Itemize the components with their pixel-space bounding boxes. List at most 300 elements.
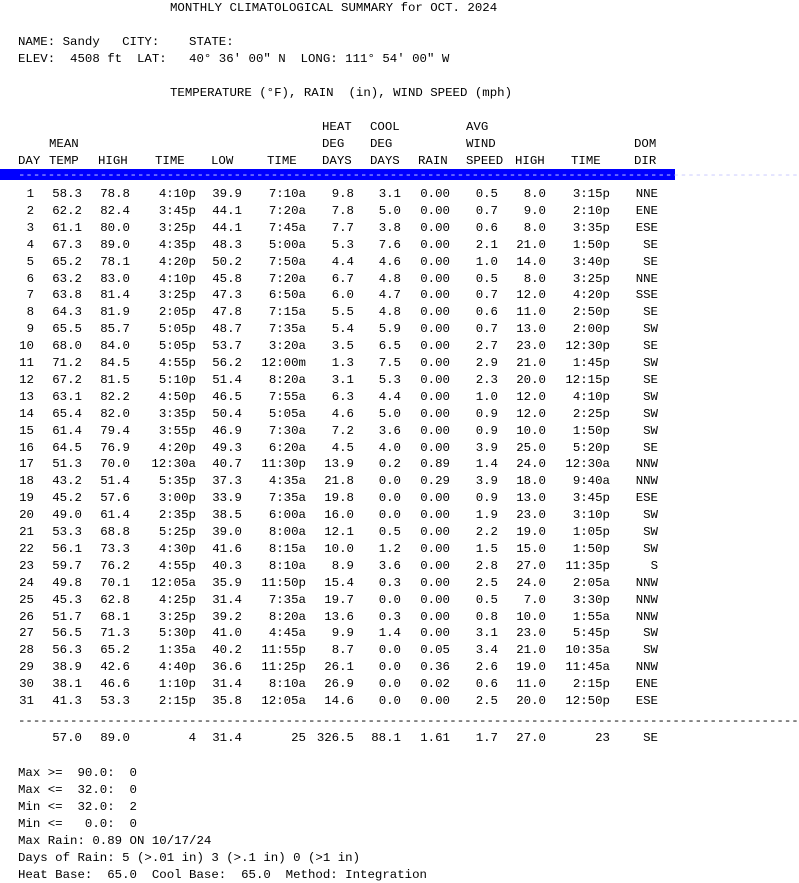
table-cell: 82.0 (100, 406, 130, 421)
table-cell: 81.9 (100, 305, 130, 320)
table-cell: 1:05p (572, 525, 610, 539)
table-cell: 12.0 (516, 389, 546, 404)
table-cell: 46.5 (212, 389, 242, 404)
table-cell: 73.3 (100, 541, 130, 556)
table-cell: 4:50p (158, 389, 196, 404)
table-cell: 7.6 (378, 237, 401, 252)
table-cell: 12.0 (516, 406, 546, 421)
table-cell: 0.9 (475, 423, 498, 438)
table-cell: 0.00 (420, 203, 450, 218)
table-cell: 3.5 (331, 339, 354, 354)
table-cell: 29 (19, 660, 34, 675)
table-cell: 59.7 (52, 558, 82, 573)
table-cell: 0.00 (420, 508, 450, 523)
table-cell: 0.0 (378, 660, 401, 675)
table-cell: 3.8 (378, 220, 401, 235)
table-cell: 61.4 (100, 508, 130, 523)
table-cell: 24.0 (516, 575, 546, 590)
table-cell: 1.4 (378, 626, 401, 641)
table-cell: 8.9 (331, 558, 354, 573)
table-cell: 4.4 (331, 254, 354, 269)
table-cell: ESE (635, 491, 658, 506)
table-cell: 41.0 (212, 626, 242, 641)
table-cell: 82.4 (100, 203, 130, 218)
table-cell: 5:05p (158, 322, 196, 337)
table-cell: 28 (19, 643, 34, 658)
table-cell: ENE (635, 677, 658, 692)
table-cell: 0.6 (475, 220, 498, 235)
summary-cell: 1.61 (420, 731, 450, 745)
table-cell: 7.7 (331, 220, 354, 235)
table-cell: 49.3 (212, 440, 242, 455)
table-cell: NNW (635, 660, 658, 675)
table-cell: 2:15p (158, 694, 196, 708)
table-cell: 49.0 (52, 508, 82, 523)
summary-cell: 23 (595, 731, 610, 745)
table-cell: 76.2 (100, 558, 130, 573)
table-cell: 23.0 (516, 508, 546, 523)
table-cell: 3:55p (158, 423, 196, 438)
table-cell: 1:35a (158, 643, 196, 658)
table-cell: 7:35a (268, 322, 306, 337)
column-header: DEG (370, 137, 393, 151)
table-cell: 0.0 (378, 592, 401, 607)
table-cell: 51.4 (212, 372, 242, 387)
table-cell: 40.7 (212, 457, 242, 472)
table-cell: 4:40p (158, 660, 196, 675)
table-cell: 36.6 (212, 660, 242, 675)
table-cell: 4.6 (378, 254, 401, 269)
table-cell: 41.3 (52, 694, 82, 708)
table-cell: 7:45a (268, 220, 306, 235)
location-info-line: ELEV: 4508 ft LAT: 40° 36' 00" N LONG: 111° 54' 00" W (18, 52, 450, 66)
table-cell: 2.9 (475, 356, 498, 370)
table-cell: 0.00 (420, 491, 450, 506)
table-cell: 46.9 (212, 423, 242, 438)
table-cell: 0.0 (378, 491, 401, 506)
table-cell: 12.1 (324, 525, 354, 539)
table-cell: 45.3 (52, 592, 82, 607)
table-cell: 19.8 (324, 491, 354, 506)
table-cell: 2:15p (572, 677, 610, 692)
table-cell: 46.6 (100, 677, 130, 692)
table-cell: 0.0 (378, 643, 401, 658)
table-cell: 7:35a (268, 592, 306, 607)
table-cell: 33.9 (212, 491, 242, 506)
table-cell: 5.0 (378, 406, 401, 421)
table-cell: 0.7 (475, 322, 498, 337)
table-cell: 12:15p (565, 372, 610, 387)
table-cell: ESE (635, 220, 658, 235)
table-cell: 63.2 (52, 271, 82, 286)
table-cell: 6:50a (268, 288, 306, 303)
table-cell: 30 (19, 677, 34, 692)
summary-cell: 25 (291, 731, 306, 745)
table-cell: 83.0 (100, 271, 130, 286)
station-info-line: NAME: Sandy CITY: STATE: (18, 35, 234, 49)
table-cell: 2:35p (158, 508, 196, 523)
table-cell: 8.7 (331, 643, 354, 658)
table-cell: 64.5 (52, 440, 82, 455)
table-cell: SW (643, 322, 658, 337)
table-cell: 7:35a (268, 491, 306, 506)
table-cell: 48.3 (212, 237, 242, 252)
table-cell: S (650, 558, 658, 573)
table-cell: 6:00a (268, 508, 306, 523)
table-cell: 7:55a (268, 389, 306, 404)
table-cell: 0.00 (420, 187, 450, 201)
table-cell: 1.0 (475, 254, 498, 269)
table-cell: 17 (19, 457, 34, 472)
footer-line: Min <= 32.0: 2 (18, 800, 137, 814)
table-cell: 12:05a (151, 575, 196, 590)
table-cell: 3.1 (378, 187, 401, 201)
table-cell: 12:30a (151, 457, 196, 472)
table-cell: 0.00 (420, 626, 450, 641)
table-cell: 62.2 (52, 203, 82, 218)
table-cell: 4 (26, 237, 34, 252)
table-cell: 2.2 (475, 525, 498, 539)
table-cell: 11 (19, 356, 34, 370)
table-cell: 4:30p (158, 541, 196, 556)
table-cell: 56.3 (52, 643, 82, 658)
column-header: TIME (571, 154, 601, 168)
table-cell: 4:25p (158, 592, 196, 607)
table-cell: 15.4 (324, 575, 354, 590)
table-cell: 4:20p (158, 254, 196, 269)
table-cell: 70.0 (100, 457, 130, 472)
table-cell: 8.0 (523, 220, 546, 235)
table-cell: 4:10p (158, 187, 196, 201)
table-cell: 40.2 (212, 643, 242, 658)
table-cell: 0.00 (420, 356, 450, 370)
table-cell: 63.8 (52, 288, 82, 303)
table-cell: 12:00m (261, 356, 306, 370)
column-header: AVG (466, 120, 489, 134)
table-cell: 57.6 (100, 491, 130, 506)
table-cell: 7:30a (268, 423, 306, 438)
table-cell: 4:45a (268, 626, 306, 641)
table-cell: 5:45p (572, 626, 610, 641)
table-cell: 2:00p (572, 322, 610, 337)
table-cell: 25.0 (516, 440, 546, 455)
table-cell: 5:05a (268, 406, 306, 421)
table-cell: 8:20a (268, 372, 306, 387)
table-cell: 8:10a (268, 677, 306, 692)
table-cell: SW (643, 525, 658, 539)
table-cell: 2.5 (475, 575, 498, 590)
table-cell: 81.4 (100, 288, 130, 303)
table-cell: 21 (19, 525, 34, 539)
table-cell: 0.5 (475, 271, 498, 286)
table-cell: 13.0 (516, 491, 546, 506)
table-cell: 4:20p (572, 288, 610, 303)
table-cell: 0.00 (420, 541, 450, 556)
table-cell: NNW (635, 457, 658, 472)
table-cell: 0.00 (420, 423, 450, 438)
table-cell: 8:15a (268, 541, 306, 556)
table-cell: 19 (19, 491, 34, 506)
table-cell: 12 (19, 372, 34, 387)
table-cell: 4.8 (378, 305, 401, 320)
table-cell: 26 (19, 609, 34, 624)
table-cell: 3:30p (572, 592, 610, 607)
table-cell: 56.1 (52, 541, 82, 556)
table-cell: 5.3 (331, 237, 354, 252)
table-cell: 16.0 (324, 508, 354, 523)
table-cell: 26.9 (324, 677, 354, 692)
table-cell: 1 (26, 187, 34, 201)
table-cell: 19.7 (324, 592, 354, 607)
table-cell: 0.0 (378, 677, 401, 692)
table-cell: SW (643, 626, 658, 641)
table-cell: NNW (635, 609, 658, 624)
table-cell: 47.8 (212, 305, 242, 320)
table-cell: 82.2 (100, 389, 130, 404)
table-cell: 81.5 (100, 372, 130, 387)
table-cell: 12:30a (565, 457, 610, 472)
table-cell: 3:35p (572, 220, 610, 235)
table-cell: 11:35p (565, 558, 610, 573)
table-cell: 5 (26, 254, 34, 269)
table-cell: 15.0 (516, 541, 546, 556)
summary-cell: 88.1 (371, 731, 401, 745)
table-cell: 0.00 (420, 288, 450, 303)
table-cell: 2.7 (475, 339, 498, 354)
table-cell: 0.9 (475, 406, 498, 421)
table-cell: 3:25p (572, 271, 610, 286)
table-cell: 0.7 (475, 203, 498, 218)
table-cell: 38.1 (52, 677, 82, 692)
table-cell: 11:25p (261, 660, 306, 675)
table-cell: 7.8 (331, 203, 354, 218)
table-cell: 6:20a (268, 440, 306, 455)
column-header: DAY (18, 154, 41, 168)
table-cell: 4:35a (268, 474, 306, 489)
table-cell: 67.2 (52, 372, 82, 387)
table-cell: 45.2 (52, 491, 82, 506)
table-cell: 0.6 (475, 677, 498, 692)
table-cell: 68.8 (100, 525, 130, 539)
table-cell: 2 (26, 203, 34, 218)
table-cell: 71.3 (100, 626, 130, 641)
table-cell: 16 (19, 440, 34, 455)
column-header: DAYS (322, 154, 352, 168)
table-cell: 8.0 (523, 187, 546, 201)
table-cell: 1.0 (475, 389, 498, 404)
table-cell: 0.5 (475, 187, 498, 201)
table-cell: 21.0 (516, 237, 546, 252)
table-cell: 18.0 (516, 474, 546, 489)
table-cell: 38.9 (52, 660, 82, 675)
table-cell: 0.36 (420, 660, 450, 675)
table-cell: 2.6 (475, 660, 498, 675)
table-cell: 1.2 (378, 541, 401, 556)
table-cell: 1.4 (475, 457, 498, 472)
table-cell: 1:55a (572, 609, 610, 624)
table-cell: 0.7 (475, 288, 498, 303)
table-cell: 13.6 (324, 609, 354, 624)
table-cell: 84.0 (100, 339, 130, 354)
summary-dash-line: --------------------------------------------------------------------------------------------------------- (18, 714, 799, 728)
table-cell: 4.5 (331, 440, 354, 455)
table-cell: 65.2 (100, 643, 130, 658)
table-cell: 3.9 (475, 440, 498, 455)
table-cell: 42.6 (100, 660, 130, 675)
table-cell: 10.0 (516, 609, 546, 624)
column-header: LOW (211, 154, 234, 168)
table-cell: 0.00 (420, 406, 450, 421)
summary-cell: SE (643, 731, 658, 745)
table-cell: 31 (19, 694, 34, 708)
table-cell: 23.0 (516, 339, 546, 354)
table-cell: 0.00 (420, 271, 450, 286)
table-cell: 14.6 (324, 694, 354, 708)
table-cell: 0.5 (475, 592, 498, 607)
column-header: SPEED (466, 154, 504, 168)
table-cell: 20.0 (516, 694, 546, 708)
table-cell: 80.0 (100, 220, 130, 235)
table-cell: 1:10p (158, 677, 196, 692)
table-cell: 2.8 (475, 558, 498, 573)
table-cell: 9.8 (331, 187, 354, 201)
table-cell: 8 (26, 305, 34, 320)
table-cell: 24 (19, 575, 34, 590)
table-cell: 56.5 (52, 626, 82, 641)
table-cell: 27.0 (516, 558, 546, 573)
table-cell: 0.0 (378, 508, 401, 523)
table-cell: 1.3 (331, 356, 354, 370)
table-cell: 3:45p (158, 203, 196, 218)
summary-cell: 326.5 (316, 731, 354, 745)
table-cell: 7:20a (268, 203, 306, 218)
table-cell: 8.0 (523, 271, 546, 286)
table-cell: 5:00a (268, 237, 306, 252)
table-cell: 15 (19, 423, 34, 438)
table-cell: 67.3 (52, 237, 82, 252)
table-cell: 38.5 (212, 508, 242, 523)
table-cell: 3.9 (475, 474, 498, 489)
table-cell: 64.3 (52, 305, 82, 320)
table-cell: 53.3 (100, 694, 130, 708)
report-title: MONTHLY CLIMATOLOGICAL SUMMARY for OCT. 2024 (170, 1, 498, 15)
table-cell: 4:35p (158, 237, 196, 252)
table-cell: 12:30p (565, 339, 610, 354)
column-header: COOL (370, 120, 400, 134)
table-cell: 51.4 (100, 474, 130, 489)
table-cell: 9.0 (523, 203, 546, 218)
table-cell: 3.1 (331, 372, 354, 387)
table-cell: 3.1 (475, 626, 498, 641)
table-cell: 7.2 (331, 423, 354, 438)
column-header: RAIN (418, 154, 448, 168)
column-header: TIME (267, 154, 297, 168)
table-cell: 11:30p (261, 457, 306, 472)
column-header: HEAT (322, 120, 352, 134)
table-cell: 21.0 (516, 643, 546, 658)
table-cell: 3:45p (572, 491, 610, 506)
table-cell: 23.0 (516, 626, 546, 641)
table-cell: 3:25p (158, 288, 196, 303)
table-cell: 2.5 (475, 694, 498, 708)
table-cell: 4:20p (158, 440, 196, 455)
table-cell: 7:50a (268, 254, 306, 269)
table-cell: 27 (19, 626, 34, 641)
table-cell: 0.2 (378, 457, 401, 472)
table-cell: 9:40a (572, 474, 610, 489)
table-cell: 12.0 (516, 288, 546, 303)
table-cell: 6.0 (331, 288, 354, 303)
table-cell: 6 (26, 271, 34, 286)
table-cell: 19.0 (516, 525, 546, 539)
table-cell: 76.9 (100, 440, 130, 455)
table-cell: SW (643, 643, 658, 658)
table-cell: 25 (19, 592, 34, 607)
table-cell: 5:10p (158, 372, 196, 387)
table-cell: 19.0 (516, 660, 546, 675)
table-cell: 3:10p (572, 508, 610, 523)
table-cell: 0.00 (420, 372, 450, 387)
table-cell: 2:50p (572, 305, 610, 320)
table-cell: 7:15a (268, 305, 306, 320)
table-cell: 68.1 (100, 609, 130, 624)
table-cell: 4:55p (158, 356, 196, 370)
table-cell: 0.00 (420, 237, 450, 252)
table-cell: 5:35p (158, 474, 196, 489)
table-cell: 65.5 (52, 322, 82, 337)
table-cell: 4:10p (572, 389, 610, 404)
table-cell: ENE (635, 203, 658, 218)
table-cell: 2:25p (572, 406, 610, 421)
table-cell: 61.1 (52, 220, 82, 235)
table-cell: 61.4 (52, 423, 82, 438)
table-cell: 39.0 (212, 525, 242, 539)
table-cell: 51.3 (52, 457, 82, 472)
summary-cell: 4 (188, 731, 196, 745)
table-cell: 3:25p (158, 220, 196, 235)
table-cell: 78.1 (100, 254, 130, 269)
table-cell: 3:25p (158, 609, 196, 624)
table-cell: 0.00 (420, 592, 450, 607)
table-cell: 13 (19, 389, 34, 404)
table-cell: 1.5 (475, 541, 498, 556)
table-cell: 6.3 (331, 389, 354, 404)
table-cell: 20 (19, 508, 34, 523)
table-cell: 50.2 (212, 254, 242, 269)
table-cell: 0.00 (420, 220, 450, 235)
table-cell: 0.3 (378, 575, 401, 590)
table-cell: NNW (635, 575, 658, 590)
table-cell: 7 (26, 288, 34, 303)
table-cell: 44.1 (212, 220, 242, 235)
table-cell: 11.0 (516, 677, 546, 692)
summary-cell: 89.0 (100, 731, 130, 745)
table-cell: 4.8 (378, 271, 401, 286)
table-cell: 0.29 (420, 474, 450, 489)
table-cell: 50.4 (212, 406, 242, 421)
table-cell: 11:45a (565, 660, 610, 675)
table-cell: 0.00 (420, 389, 450, 404)
table-cell: 3:20a (268, 339, 306, 354)
table-cell: 1:50p (572, 541, 610, 556)
table-cell: 23 (19, 558, 34, 573)
table-cell: 1:50p (572, 423, 610, 438)
table-cell: 0.00 (420, 305, 450, 320)
table-cell: 44.1 (212, 203, 242, 218)
table-cell: NNW (635, 592, 658, 607)
table-cell: ESE (635, 694, 658, 708)
table-cell: 2.3 (475, 372, 498, 387)
